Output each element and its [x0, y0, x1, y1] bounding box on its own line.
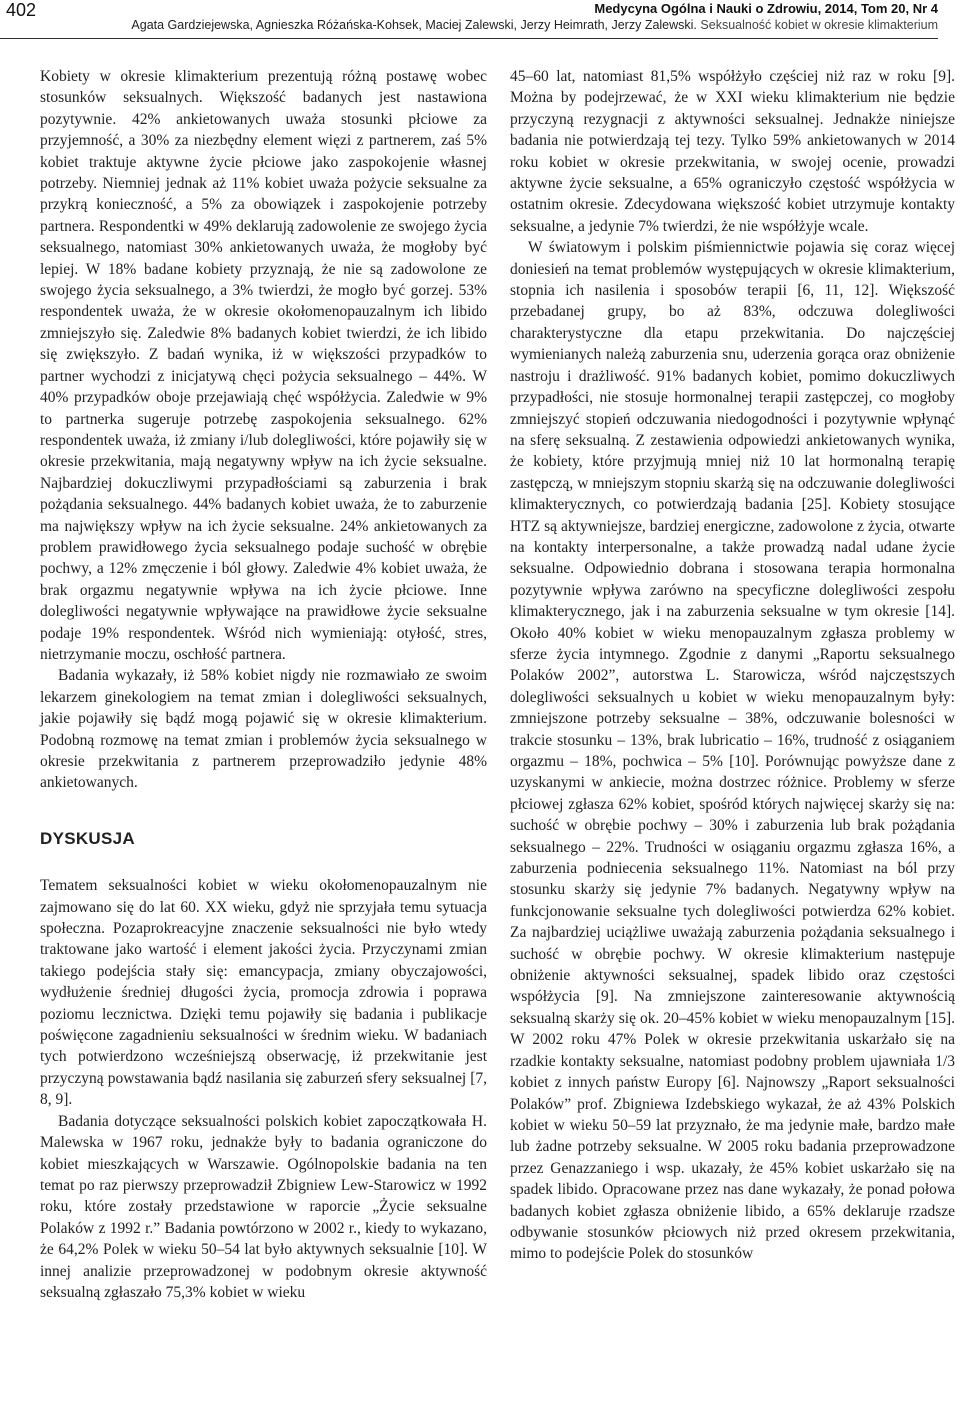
- journal-title: Medycyna Ogólna i Nauki o Zdrowiu, 2014, Tom 20, Nr 4: [594, 1, 938, 16]
- paragraph: Kobiety w okresie klimakterium prezentują różną postawę wobec stosunków seksualnych. Większość badanych jest nastawiona pozytywnie. 42% ankietowanych uważa stosunki płciowe za przyjemność, a 30% za niezbędny element więzi z partnerem, zaś 5% kobiet traktuje aktywne życie płciowe jako zaspokojenie własnej potrzeby. Niemniej jednak aż 11% kobiet uważa pożycie seksualne za przykrą konieczność, a 5% za obowiązek i zaspokojenie potrzeby partnera. Respondentki w 49% deklarują zadowolenie ze swojego życia seksualnego, natomiast 30% ankietowanych uważa, że mogłoby być lepiej. W 18% badane kobiety przyznają, że nie są zadowolone ze swojego życia seksualnego, a 3% twierdzi, że mogło być gorzej. 53% respondentek uważa, że w okresie okołomenopauzalnym ich libido zmniejszyło się. Zaledwie 8% badanych kobiet twierdzi, że ich libido się zwiększyło. Z badań wynika, iż w większości przypadków to partner wychodzi z inicjatywą chęci pożycia seksualnego – 44%. W 40% przypadków oboje przejawiają chęć współżycia. Zaledwie w 9% to partnerka sugeruje potrzebę zaspokojenia seksualnego. 62% respondentek uważa, iż zmiany i/lub dolegliwości, które pojawiły się w okresie przekwitania, mają negatywny wpływ na ich życie seksualne. Najbardziej dokuczliwymi przypadłościami są zaburzenia i brak pożądania seksualnego. 44% badanych kobiet uważa, że to zaburzenie ma największy wpływ na ich życie seksualne. 24% ankietowanych za problem prawidłowego życia seksualnego podaje suchość w obrębie pochwy, a 12% zmęczenie i ból głowy. Zaledwie 4% kobiet uważa, że brak orgazmu negatywnie wpływa na ich życie płciowe. Inne dolegliwości negatywnie wpływające na prawidłowe życie seksualne podaje 19% respondentek. Wśród nich wymieniają: otyłość, stres, nietrzymanie moczu, oschłość partnera.: [40, 68, 487, 663]
- section-heading: DYSKUSJA: [40, 828, 135, 848]
- header-divider: [0, 38, 938, 39]
- paragraph: W światowym i polskim piśmiennictwie pojawia się coraz więcej doniesień na temat problemów występujących w okresie klimakterium, stopnia ich nasilenia i sposobów terapii [6, 11, 12]. Większość przebadanej grupy, bo aż 83%, odczuwa dolegliwości charakterystyczne dla etapu przekwitania. Do najczęściej wymienianych należą zaburzenia snu, uderzenia gorąca oraz obniżenie nastroju i drażliwość. 91% badanych kobiet, pomimo dokuczliwych przypadłości, nie stosuje hormonalnej terapii zastępczej, co mogłoby zmniejszyć stopień odczuwania niedogodności i pozytywnie wpłynąć na sferę seksualną. Z zestawienia odpowiedzi ankietowanych wynika, że kobiety, które przyjmują mniej niż 10 lat hormonalną terapię zastępczą, w mniejszym stopniu skarżą się na odczuwanie dolegliwości klimakterycznych, co potwierdzają badania [25]. Kobiety stosujące HTZ są aktywniejsze, bardziej energiczne, zadowolone z życia, otwarte na kontakty interpersonalne, a także prowadzą nadal udane życie seksualne. Odpowiednio dobrana i stosowana terapia hormonalna pozytywnie wpływa zarówno na specyficzne dolegliwości zespołu klimakterycznego, jak i na zaburzenia seksualne w tym okresie [14]. Około 40% kobiet w wieku menopauzalnym zgłasza problemy w sferze życia intymnego. Zgodnie z danymi „Raportu seksualnego Polaków 2002”, autorstwa L. Starowicza, wśród najczęstszych dolegliwości seksualnych u kobiet w wieku menopauzalnym były: zmniejszone potrzeby seksualne – 38%, odczuwanie bolesności w trakcie stosunku – 13%, brak lubricatio – 16%, trudność z osiąganiem orgazmu – 18%, pochwica – 5% [10]. Porównując powyższe dane z uzyskanymi w ankiecie, można dostrzec różnice. Problemy w sferze płciowej zgłasza 62% kobiet, spośród których najwięcej skarży się na: suchość w obrębie pochwy – 30% i zaburzenia lub brak pożądania seksualnego – 22%. Trudności w osiąganiu orgazmu zgłasza 16%, a zaburzenia podniecenia seksualnego 11%. Natomiast na ból przy stosunku skarży się jedynie 7% badanych. Negatywny wpływ na funkcjonowanie seksualne tych dolegliwości potwierdza 62% kobiet. Za najbardziej uciążliwe uważają zaburzenia pożądania seksualnego i suchość w obrębie pochwy. W okresie klimakterium następuje obniżenie aktywności seksualnej, spadek libido oraz częstości współżycia [9]. Na zmniejszone zainteresowanie aktywnością seksualną skarży się ok. 20–45% kobiet w wieku menopauzalnym [15]. W 2002 roku 47% Polek w okresie przekwitania uskarżało się na rzadkie kontakty seksualne, natomiast podobny problem ujawniała 1/3 kobiet z innych państw Europy [6]. Najnowszy „Raport seksualności Polaków” prof. Zbigniewa Izdebskiego wykazał, że aż 43% Polskich kobiet w wieku 50–59 lat przyznało, że ma jedynie małe, bardzo małe lub żadne potrzeby seksualne. W 2005 roku badania przeprowadzone przez Genazzaniego i wsp. ukazały, że 45% kobiet uskarżało się na spadek libido. Opracowane przez nas dane wykazały, że ponad połowa badanych kobiet zgłasza obniżenie libido, a 65% deklaruje rzadsze odbywanie stosunków płciowych niż przed okresem przekwitania, mimo to podejście Polek do stosunków: [510, 239, 955, 1263]
- right-column: [510, 66, 955, 1265]
- authors: Agata Gardziejewska, Agnieszka Różańska-Kohsek, Maciej Zalewski, Jerzy Heimrath, Jerzy Zalewski.: [131, 18, 697, 32]
- running-header: [6, 18, 938, 32]
- left-column: [40, 66, 487, 1303]
- paragraph: Badania dotyczące seksualności polskich kobiet zapoczątkowała H. Malewska w 1967 roku, jednakże były to badania ograniczone do kobiet mieszkających w Warszawie. Ogólnopolskie badania na ten temat po raz pierwszy przeprowadził Zbigniew Lew-Starowicz w 1992 roku, które zostały przedstawione w raporcie „Życie seksualne Polaków z 1992 r.” Badania powtórzono w 2002 r., kiedy to wykazano, że 64,2% Polek w wieku 50–54 lat było aktywnych seksualnie [10]. W innej analizie przeprowadzonej w podobnym okresie aktywność seksualną zgłaszało 75,3% kobiet w wieku: [40, 1112, 487, 1301]
- page-number: 402: [6, 0, 37, 20]
- paragraph: Badania wykazały, iż 58% kobiet nigdy nie rozmawiało ze swoim lekarzem ginekologiem na temat zmian i dolegliwości seksualnych, jakie pojawiły się bądź mogą pojawić się w okresie klimakterium. Podobną rozmowę na temat zmian i problemów życia seksualnego w okresie przekwitania z partnerem przeprowadziło jedynie 48% ankietowanych.: [40, 667, 487, 792]
- paragraph: Tematem seksualności kobiet w wieku okołomenopauzalnym nie zajmowano się do lat 60. XX wieku, gdyż nie sprzyjała temu sytuacja społeczna. Pozaprokreacyjne znaczenie seksualności nie było wtedy traktowane jako wartość i element jakości życia. Przyczynami zmian takiego podejścia stały się: emancypacja, zmiany obyczajowości, wydłużenie średniej długości życia, promocja zdrowia i poprawa poziomu lecznictwa. Dzięki temu pojawiły się badania i publikacje poświęcone zagadnieniu seksualności w średnim wieku. W badaniach tych potwierdzono wcześniejszą obserwację, iż przekwitanie jest przyczyną powstawania bądź nasilania się zaburzeń sfery seksualnej [7, 8, 9].: [40, 877, 487, 1109]
- article-title: Seksualność kobiet w okresie klimakterium: [700, 18, 938, 32]
- paragraph: 45–60 lat, natomiast 81,5% współżyło częściej niż raz w roku [9]. Można by podejrzewać, że w XXI wieku klimakterium nie będzie przyczyną rezygnacji z aktywności seksualnej. Jednakże niniejsze badania nie potwierdzają tej tezy. Tylko 59% ankietowanych w 2014 roku kobiet w okresie przekwitania, w swojej ocenie, prowadzi aktywne życie seksualne, a 65% ograniczyło częstość współżycia w ostatnim okresie. Zdecydowana większość kobiet utrzymuje kontakty seksualne, a jedynie 7% twierdzi, że nie współżyje wcale.: [510, 68, 955, 235]
